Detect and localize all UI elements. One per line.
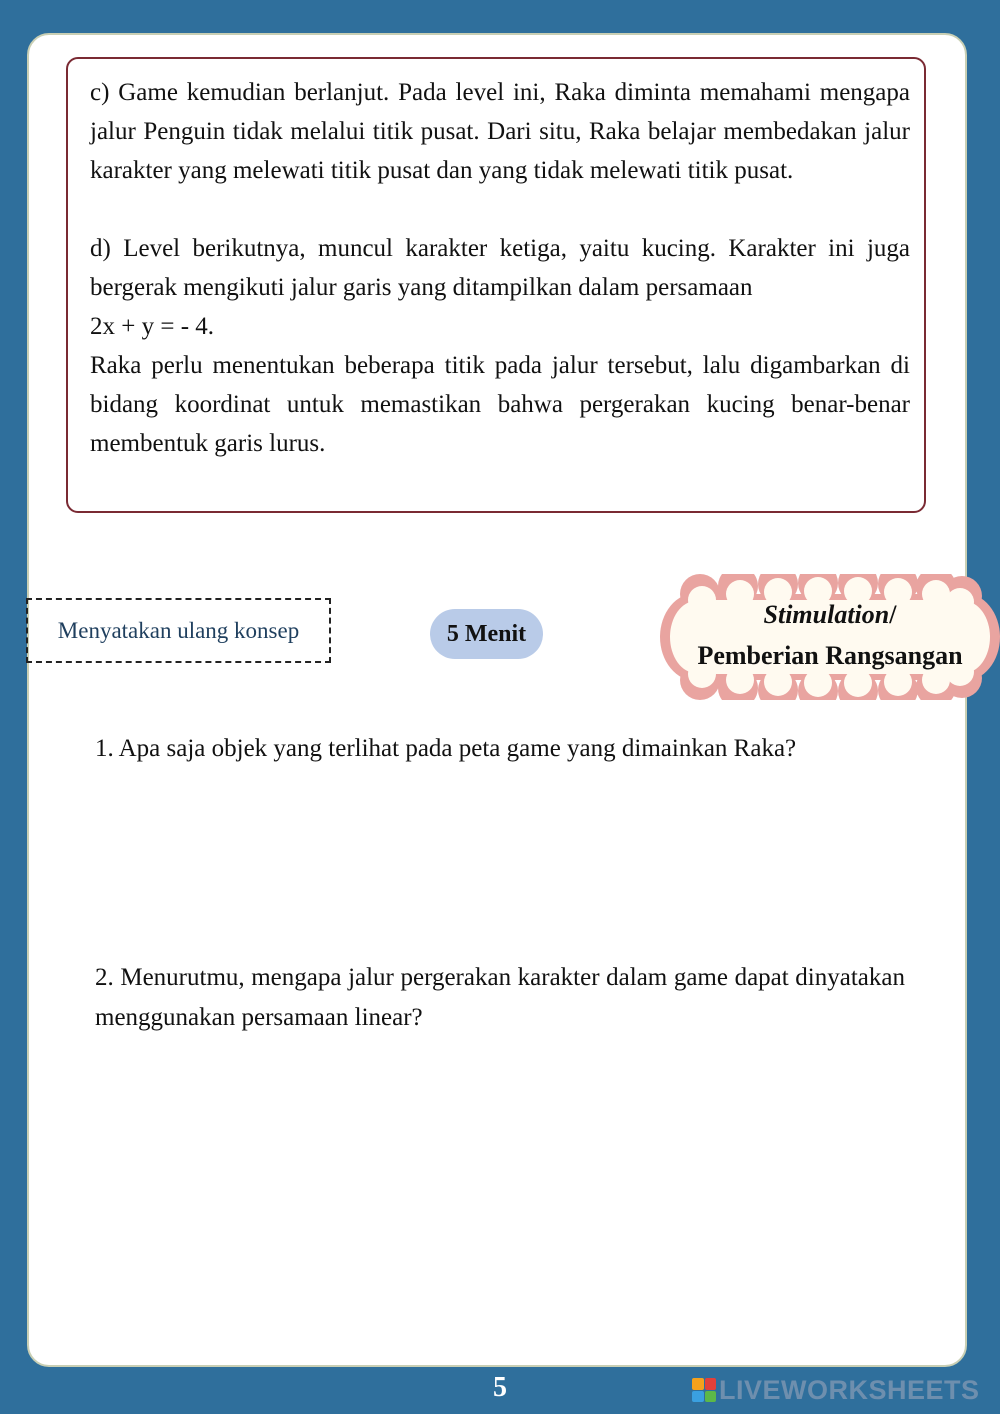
story-paragraph-d: d) Level berikutnya, muncul karakter ketiga, yaitu kucing. Karakter ini juga bergerak mengikuti jalur garis yang ditampilkan dalam persamaan [90,235,910,301]
concept-label: Menyatakan ulang konsep [26,598,331,663]
stage-italic: Stimulation [763,600,890,629]
page-number: 5 [493,1372,507,1403]
brand-watermark [692,1374,980,1406]
stage-name: Pemberian Rangsangan [697,641,963,670]
stage-title [660,594,1000,676]
stage-title-line1 [660,594,1000,635]
story-paragraph-c: c) Game kemudian berlanjut. Pada level ini, Raka diminta memahami mengapa jalur Penguin tidak melalui titik pusat. Dari situ, Raka belajar membedakan jalur karakter yang melewati titik pusat dan yang tidak melewati titik pusat. [90,79,910,184]
story-paragraph-d-continued: Raka perlu menentukan beberapa titik pada jalur tersebut, lalu digambarkan di bidang koordinat untuk memastikan bahwa pergerakan kucing benar-benar membentuk garis lurus. [90,352,910,457]
stage-slash: / [889,600,897,629]
liveworksheets-logo-icon [692,1378,716,1402]
brand-name: LIVEWORKSHEETS [719,1374,980,1405]
stage-cloud [660,574,1000,700]
paragraph-gap [90,190,910,229]
story-box [66,57,926,513]
time-badge: 5 Menit [430,609,543,659]
question-2: 2. Menurutmu, mengapa jalur pergerakan karakter dalam game dapat dinyatakan menggunakan persamaan linear? [95,964,905,1031]
question-1: 1. Apa saja objek yang terlihat pada peta game yang dimainkan Raka? [95,735,797,762]
story-equation: 2x + y = - 4. [90,313,215,340]
